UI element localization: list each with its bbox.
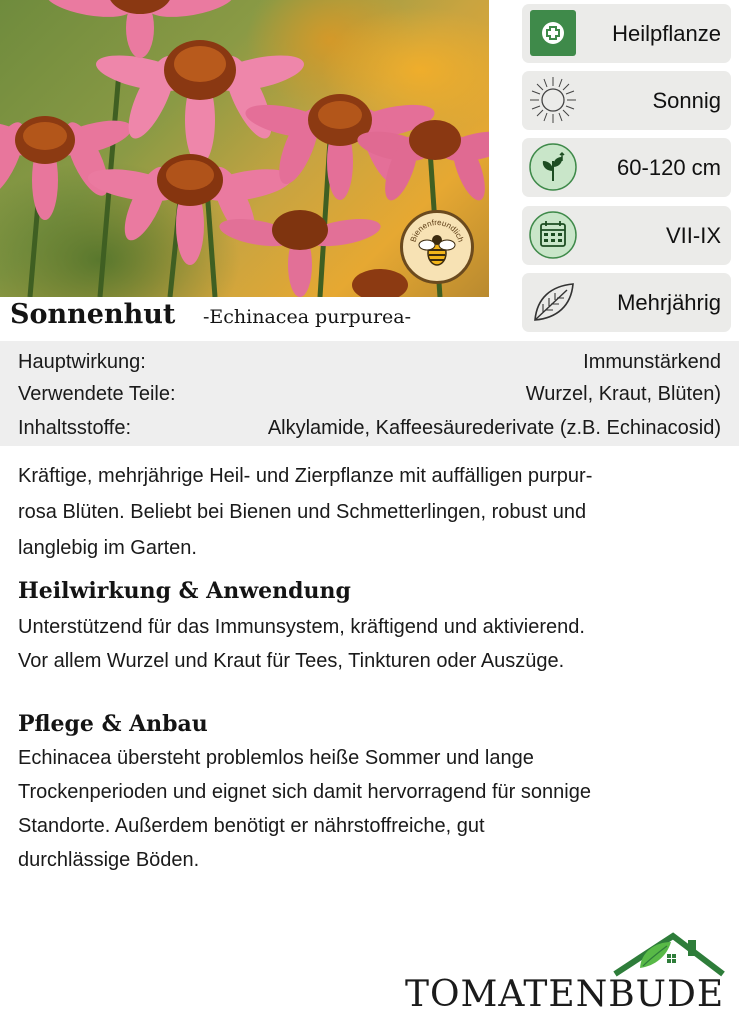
section-line: Echinacea übersteht problemlos heiße Sommer und lange (18, 747, 534, 769)
leaf-icon (527, 276, 579, 328)
sidebar-item-lifecycle (522, 273, 731, 332)
sidebar-item-light (522, 71, 731, 130)
sidebar-item-label: VII-IX (665, 223, 721, 248)
info-value: Alkylamide, Kaffeesäurederivate (z.B. Echinacosid) (267, 417, 721, 439)
sidebar-item-label: 60-120 cm (617, 155, 721, 180)
plant-latin-name: -Echinacea purpurea- (203, 306, 412, 328)
info-value: Immunstärkend (583, 351, 721, 373)
intro-line: langlebig im Garten. (18, 537, 197, 559)
info-table (0, 341, 739, 446)
brand-logo (405, 930, 730, 1015)
section-line: Standorte. Außerdem benötigt er nährstoffreiche, gut (18, 815, 485, 837)
section-line: Vor allem Wurzel und Kraut für Tees, Tinkturen oder Auszüge. (18, 650, 565, 672)
title-row (0, 297, 505, 340)
section-line: Unterstützend für das Immunsystem, kräftigend und aktivierend. (18, 616, 585, 638)
plant-height-icon (527, 141, 579, 193)
info-label: Hauptwirkung: (18, 351, 146, 373)
sidebar-item-label: Sonnig (652, 88, 721, 113)
section-text-care (18, 741, 728, 877)
intro-paragraph (18, 458, 718, 566)
section-heading-care: Pflege & Anbau (18, 711, 208, 737)
sun-icon (527, 74, 579, 126)
section-line: durchlässige Böden. (18, 849, 200, 871)
bee-friendly-badge (400, 210, 474, 284)
bee-badge-text: Bienenfreundlich (408, 217, 466, 244)
intro-line: Kräftige, mehrjährige Heil- und Zierpflanze mit auffälligen purpur- (18, 465, 593, 487)
medical-cross-icon (527, 7, 579, 59)
sidebar-item-label: Heilpflanze (612, 21, 721, 46)
info-label: Verwendete Teile: (18, 383, 176, 405)
plant-name: Sonnenhut (10, 299, 176, 330)
sidebar-item-label: Mehrjährig (617, 290, 721, 315)
intro-line: rosa Blüten. Beliebt bei Bienen und Schmetterlingen, robust und (18, 501, 587, 523)
sidebar-item-bloom (522, 206, 731, 265)
sidebar-item-category (522, 4, 731, 63)
section-heading-healing: Heilwirkung & Anwendung (18, 578, 351, 604)
section-line: Trockenperioden und eignet sich damit hervorragend für sonnige (18, 781, 591, 803)
plant-photo (0, 0, 489, 297)
section-text-healing (18, 610, 728, 678)
info-value: Wurzel, Kraut, Blüten) (525, 383, 721, 405)
info-label: Inhaltsstoffe: (18, 417, 132, 439)
bee-icon (403, 213, 471, 281)
calendar-icon (527, 209, 579, 261)
brand-logo-text: TOMATENBUDE (405, 974, 725, 1015)
sidebar-item-height (522, 138, 731, 197)
